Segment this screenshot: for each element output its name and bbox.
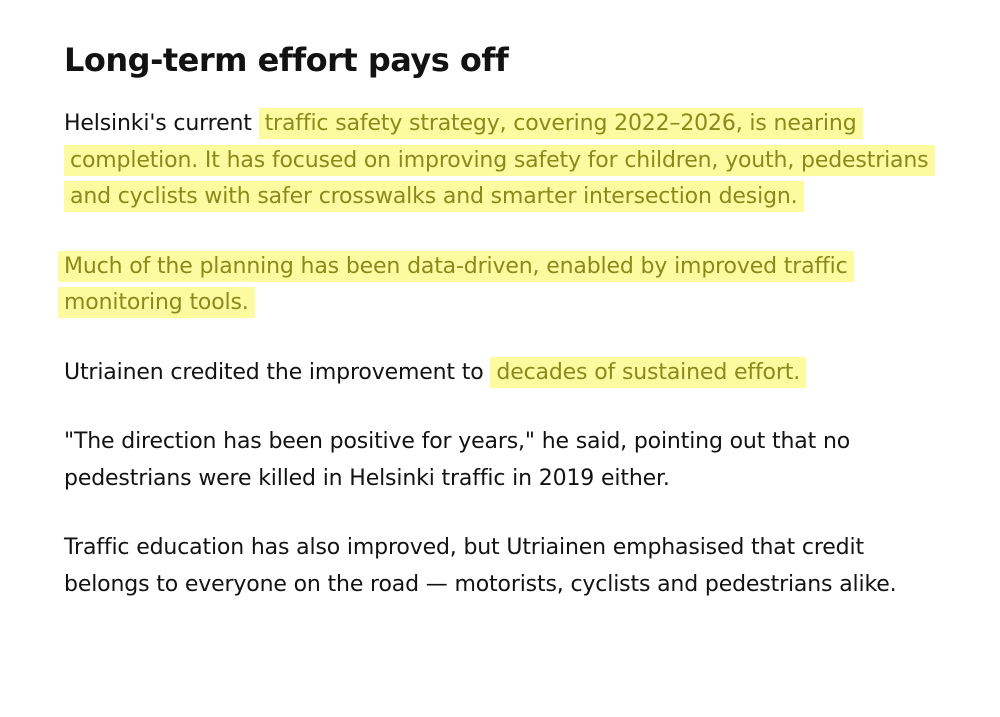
highlighted-passage: traffic safety strategy, covering 2022–2026, is nearing completion. It has focused on improving safety for children, youth, pedestrians and cyclists with safer crosswalks and smarter intersection design. bbox=[64, 108, 935, 212]
paragraph-data-driven bbox=[64, 249, 944, 322]
highlighted-passage: decades of sustained effort. bbox=[490, 357, 806, 388]
paragraph-quote: "The direction has been positive for years," he said, pointing out that no pedestrians were killed in Helsinki traffic in 2019 either. bbox=[64, 429, 851, 491]
paragraph-text: Utriainen credited the improvement to bbox=[64, 359, 491, 385]
highlighted-passage: Much of the planning has been data-driven, enabled by improved traffic monitoring tools. bbox=[58, 251, 854, 319]
paragraph-credit bbox=[64, 355, 944, 392]
paragraph-text: Helsinki's current bbox=[64, 111, 259, 136]
article-body bbox=[64, 34, 944, 636]
paragraph-strategy bbox=[64, 106, 944, 216]
section-heading: Long-term effort pays off bbox=[64, 41, 509, 79]
paragraph-education: Traffic education has also improved, but Utriainen emphasised that credit belongs to everyone on the road — motorists, cyclists and pedestrians alike. bbox=[64, 535, 897, 597]
